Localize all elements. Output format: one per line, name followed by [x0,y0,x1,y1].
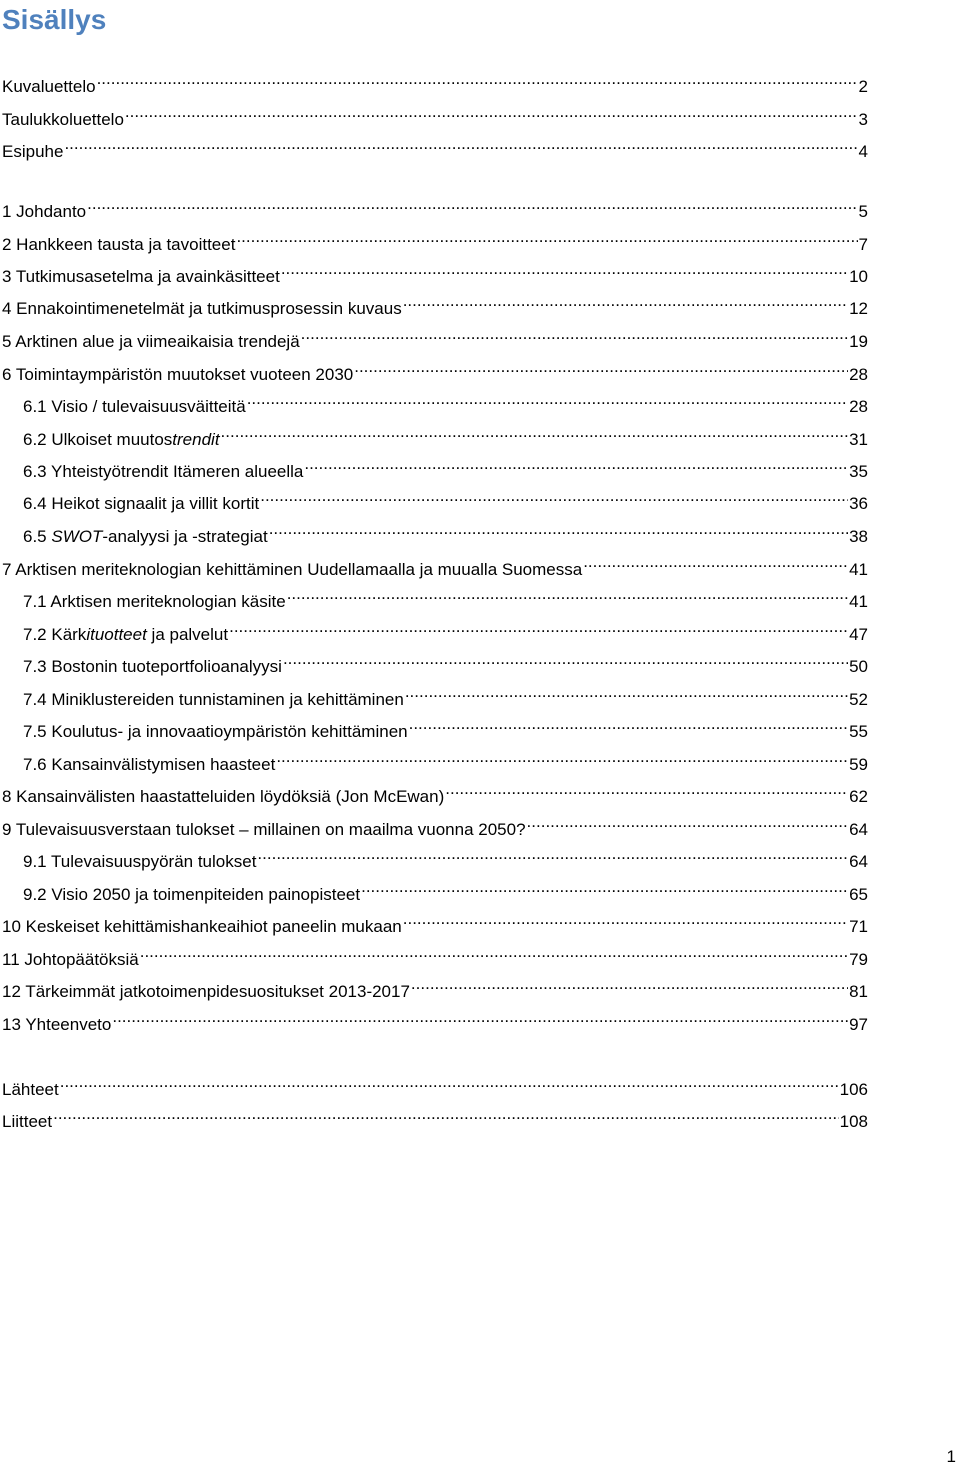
toc-dot-leader [411,971,848,997]
toc-dot-leader [87,191,857,217]
toc-dot-leader [403,288,848,314]
toc-page-number: 7 [858,235,868,254]
page-title: Sisällys [2,4,107,35]
toc-entry[interactable] [0,906,868,936]
toc-entry[interactable] [0,1004,868,1034]
toc-dot-leader [276,744,848,770]
toc-dot-leader [281,256,848,282]
toc-page-number: 65 [849,885,868,904]
toc-entry-title: 7.6 Kansainvälistymisen haasteet [23,755,276,774]
toc-entry[interactable] [0,191,868,221]
toc-dot-leader [260,483,848,509]
toc-entry[interactable] [0,224,868,254]
toc-page-number: 71 [849,917,868,936]
toc-dot-leader [283,646,848,672]
toc-entry-title: 11 Johtopäätöksiä [2,950,139,969]
toc-entry[interactable] [0,581,868,611]
toc-page-number: 64 [849,852,868,871]
toc-entry[interactable] [0,744,868,774]
toc-entry-title: 9 Tulevaisuusverstaan tulokset – millainen on maailma vuonna 2050? [2,820,526,839]
toc-page-number: 55 [849,722,868,741]
toc-dot-leader [361,874,848,900]
toc-entry[interactable] [0,841,868,871]
toc-entry-title: Kuvaluettelo [2,77,96,96]
toc-entry[interactable] [0,939,868,969]
toc-entry[interactable] [0,256,868,286]
toc-page-number: 3 [858,110,868,129]
toc-dot-leader [409,711,848,737]
toc-dot-leader [125,99,858,125]
toc-page-number: 28 [849,397,868,416]
toc-entry-title: 7.3 Bostonin tuoteportfolioanalyysi [23,657,282,676]
toc-dot-leader [445,776,848,802]
toc-entry[interactable] [0,646,868,676]
toc-entry[interactable] [0,419,868,449]
toc-entry-title: 7.4 Miniklustereiden tunnistaminen ja kehittäminen [23,690,404,709]
toc-page-number: 64 [849,820,868,839]
toc-entry-title: 10 Keskeiset kehittämishankeaihiot paneelin mukaan [2,917,402,936]
toc-entry-title: 9.1 Tulevaisuuspyörän tulokset [23,852,257,871]
toc-entry[interactable] [0,679,868,709]
toc-entry[interactable] [0,386,868,416]
toc-dot-leader [64,131,857,157]
toc-page-number: 62 [849,787,868,806]
toc-page-number: 41 [849,560,868,579]
toc-entry[interactable] [0,874,868,904]
toc-entry-title: 9.2 Visio 2050 ja toimenpiteiden painopisteet [23,885,361,904]
toc-page-number: 106 [839,1080,868,1099]
toc-page-number: 5 [858,202,868,221]
toc-page-number: 52 [849,690,868,709]
toc-page-number: 12 [849,299,868,318]
toc-dot-leader [236,224,857,250]
toc-page-number: 31 [849,430,868,449]
toc-entry[interactable] [0,776,868,806]
toc-page-number: 50 [849,657,868,676]
toc-entry-title: 7 Arktisen meriteknologian kehittäminen Uudellamaalla ja muualla Suomessa [2,560,583,579]
toc-entry-title: Liitteet [2,1112,53,1131]
toc-page-number: 2 [858,77,868,96]
toc-entry[interactable] [0,131,868,161]
toc-entry[interactable] [0,971,868,1001]
toc-dot-leader [304,451,848,477]
toc-entry[interactable] [0,321,868,351]
toc-page-number: 79 [849,950,868,969]
toc-entry-title: 2 Hankkeen tausta ja tavoitteet [2,235,236,254]
page-number: 1 [946,1447,956,1466]
toc-entry[interactable] [0,483,868,513]
toc-entry-title: 6.3 Yhteistyötrendit Itämeren alueella [23,462,304,481]
toc-entry-title: 7.1 Arktisen meriteknologian käsite [23,592,286,611]
toc-entry-title: 4 Ennakointimenetelmät ja tutkimusprosessin kuvaus [2,299,402,318]
toc-page-number: 81 [849,982,868,1001]
toc-page-number: 35 [849,462,868,481]
toc-dot-leader [269,516,848,542]
toc-entry-title: 7.2 Kärkituotteet ja palvelut [23,625,229,644]
toc-dot-leader [287,581,848,607]
toc-entry-title: 13 Yhteenveto [2,1015,112,1034]
toc-entry[interactable] [0,451,868,481]
toc-dot-leader [221,419,849,445]
toc-dot-leader [301,321,848,347]
toc-dot-leader [403,906,848,932]
toc-dot-leader [60,1069,839,1095]
toc-entry-title: 6.5 SWOT-analyysi ja -strategiat [23,527,268,546]
toc-dot-leader [53,1101,839,1127]
toc-entry-title: Taulukkoluettelo [2,110,124,129]
toc-entry-title: 5 Arktinen alue ja viimeaikaisia trendejä [2,332,300,351]
toc-entry[interactable] [0,711,868,741]
toc-dot-leader [229,614,848,640]
toc-entry[interactable] [0,809,868,839]
toc-entry-title: 12 Tärkeimmät jatkotoimenpidesuositukset 2013-2017 [2,982,410,1001]
toc-entry-title: 3 Tutkimusasetelma ja avainkäsitteet [2,267,280,286]
toc-dot-leader [112,1004,848,1030]
toc-entry-title: 1 Johdanto [2,202,87,221]
toc-page-number: 38 [849,527,868,546]
toc-dot-leader [97,66,858,92]
toc-page-number: 4 [858,142,868,161]
toc-entry[interactable] [0,66,868,96]
toc-entry-title: 6.4 Heikot signaalit ja villit kortit [23,494,260,513]
toc-page-number: 47 [849,625,868,644]
toc-page-number: 59 [849,755,868,774]
toc-page-number: 41 [849,592,868,611]
toc-dot-leader [405,679,848,705]
toc-page-number: 108 [839,1112,868,1131]
toc-dot-leader [527,809,849,835]
toc-entry[interactable] [0,288,868,318]
toc-entry-title: 6 Toimintaympäristön muutokset vuoteen 2030 [2,365,354,384]
toc-page-number: 19 [849,332,868,351]
toc-page-number: 97 [849,1015,868,1034]
toc-entry-title: 8 Kansainvälisten haastatteluiden löydöksiä (Jon McEwan) [2,787,445,806]
toc-entry[interactable] [0,354,868,384]
toc-entry[interactable] [0,614,868,644]
toc-dot-leader [247,386,848,412]
toc-page-number: 36 [849,494,868,513]
toc-entry[interactable] [0,516,868,546]
toc-entry-title: 6.1 Visio / tulevaisuusväitteitä [23,397,246,416]
toc-entry[interactable] [0,1069,868,1099]
toc-page-number: 10 [849,267,868,286]
toc-entry[interactable] [0,549,868,579]
toc-entry-title: Lähteet [2,1080,59,1099]
toc-page-number: 28 [849,365,868,384]
toc-entry[interactable] [0,99,868,129]
toc-entry[interactable] [0,1101,868,1131]
toc-dot-leader [583,549,848,575]
toc-dot-leader [140,939,848,965]
toc-dot-leader [354,354,848,380]
toc-entry-title: 7.5 Koulutus- ja innovaatioympäristön kehittäminen [23,722,408,741]
toc-dot-leader [257,841,848,867]
toc-entry-title: Esipuhe [2,142,64,161]
toc-entry-title: 6.2 Ulkoiset muutostrendit [23,430,220,449]
